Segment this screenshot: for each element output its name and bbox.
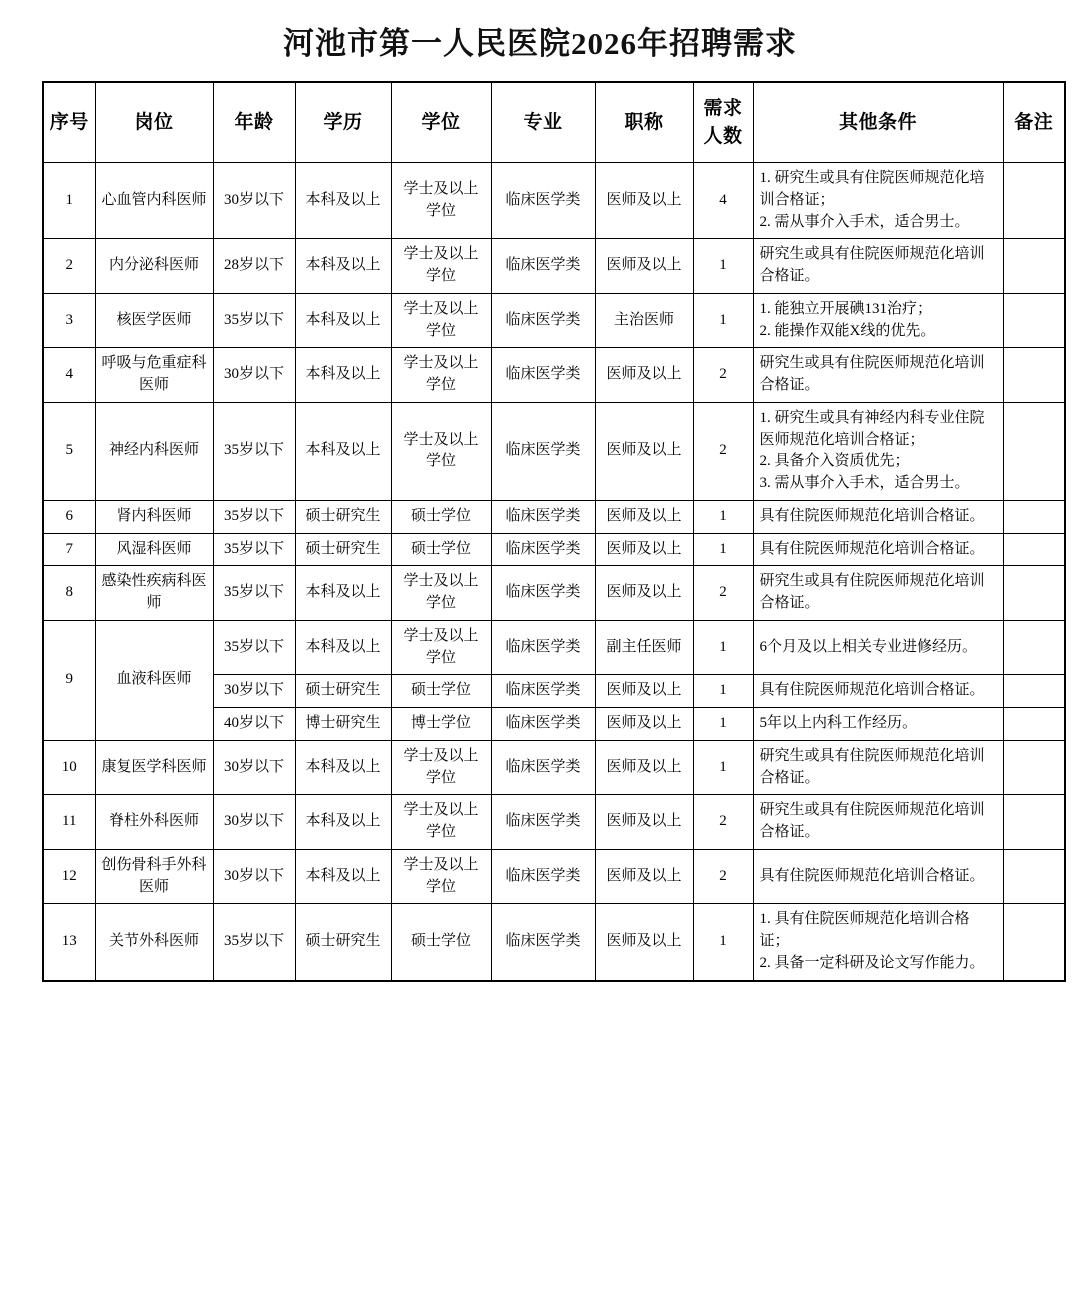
- column-header-headcount: 需求人数: [693, 82, 753, 163]
- other-condition-line: 研究生或具有住院医师规范化培训合格证。: [759, 747, 985, 786]
- cell-title: 医师及以上: [595, 402, 693, 500]
- cell-education: 本科及以上: [295, 348, 391, 403]
- cell-major: 临床医学类: [491, 348, 595, 403]
- cell-other-conditions: [753, 348, 1003, 403]
- cell-age: 30岁以下: [213, 740, 295, 795]
- table-row: [43, 293, 1065, 348]
- table-row: [43, 402, 1065, 500]
- cell-note: [1003, 239, 1065, 294]
- cell-headcount: 2: [693, 402, 753, 500]
- cell-degree: 博士学位: [391, 708, 491, 741]
- cell-age: 30岁以下: [213, 849, 295, 904]
- cell-seq: 7: [43, 533, 95, 566]
- cell-degree: 硕士学位: [391, 904, 491, 981]
- cell-major: 临床医学类: [491, 500, 595, 533]
- cell-education: 本科及以上: [295, 566, 391, 621]
- cell-education: 本科及以上: [295, 620, 391, 675]
- table-row: [43, 500, 1065, 533]
- cell-age: 40岁以下: [213, 708, 295, 741]
- cell-post: 风湿科医师: [95, 533, 213, 566]
- other-condition-line: 2. 能操作双能X线的优先。: [759, 322, 936, 339]
- cell-education: 本科及以上: [295, 163, 391, 239]
- table-container: [0, 81, 1080, 1002]
- cell-note: [1003, 795, 1065, 850]
- cell-major: 临床医学类: [491, 620, 595, 675]
- column-header-education: 学历: [295, 82, 391, 163]
- cell-major: 临床医学类: [491, 904, 595, 981]
- cell-headcount: 1: [693, 740, 753, 795]
- cell-note: [1003, 675, 1065, 708]
- cell-seq: 8: [43, 566, 95, 621]
- column-header-major: 专业: [491, 82, 595, 163]
- table-header: [43, 82, 1065, 163]
- cell-degree: 学士及以上学位: [391, 293, 491, 348]
- cell-degree: 硕士学位: [391, 675, 491, 708]
- cell-degree: 学士及以上学位: [391, 566, 491, 621]
- other-condition-line: 研究生或具有住院医师规范化培训合格证。: [759, 355, 985, 394]
- cell-post: 内分泌科医师: [95, 239, 213, 294]
- cell-headcount: 1: [693, 293, 753, 348]
- cell-education: 本科及以上: [295, 740, 391, 795]
- cell-other-conditions: [753, 904, 1003, 981]
- other-condition-line: 2. 需从事介入手术，适合男士。: [759, 213, 970, 230]
- cell-note: [1003, 293, 1065, 348]
- cell-major: 临床医学类: [491, 795, 595, 850]
- cell-education: 本科及以上: [295, 795, 391, 850]
- cell-degree: 硕士学位: [391, 500, 491, 533]
- column-header-title: 职称: [595, 82, 693, 163]
- cell-degree: 学士及以上学位: [391, 795, 491, 850]
- cell-age: 35岁以下: [213, 533, 295, 566]
- table-row: [43, 566, 1065, 621]
- cell-major: 临床医学类: [491, 708, 595, 741]
- cell-degree: 学士及以上学位: [391, 740, 491, 795]
- cell-degree: 学士及以上学位: [391, 620, 491, 675]
- cell-education: 硕士研究生: [295, 904, 391, 981]
- cell-other-conditions: [753, 675, 1003, 708]
- cell-seq: 10: [43, 740, 95, 795]
- cell-title: 医师及以上: [595, 239, 693, 294]
- column-header-degree: 学位: [391, 82, 491, 163]
- cell-post: 呼吸与危重症科医师: [95, 348, 213, 403]
- other-condition-line: 1. 具有住院医师规范化培训合格证；: [759, 911, 970, 950]
- cell-age: 35岁以下: [213, 620, 295, 675]
- cell-age: 35岁以下: [213, 293, 295, 348]
- cell-major: 临床医学类: [491, 675, 595, 708]
- cell-degree: 学士及以上学位: [391, 402, 491, 500]
- cell-headcount: 1: [693, 500, 753, 533]
- cell-degree: 硕士学位: [391, 533, 491, 566]
- cell-other-conditions: [753, 163, 1003, 239]
- cell-post: 血液科医师: [95, 620, 213, 740]
- table-row: [43, 849, 1065, 904]
- cell-title: 副主任医师: [595, 620, 693, 675]
- cell-post: 心血管内科医师: [95, 163, 213, 239]
- cell-other-conditions: [753, 566, 1003, 621]
- cell-major: 临床医学类: [491, 293, 595, 348]
- cell-other-conditions: [753, 239, 1003, 294]
- cell-education: 本科及以上: [295, 293, 391, 348]
- cell-title: 主治医师: [595, 293, 693, 348]
- cell-age: 35岁以下: [213, 904, 295, 981]
- other-condition-line: 2. 具备一定科研及论文写作能力。: [759, 954, 985, 971]
- cell-education: 本科及以上: [295, 239, 391, 294]
- table-row: [43, 740, 1065, 795]
- recruitment-requirements-table: [42, 81, 1066, 982]
- cell-seq: 13: [43, 904, 95, 981]
- cell-degree: 学士及以上学位: [391, 849, 491, 904]
- cell-note: [1003, 708, 1065, 741]
- cell-age: 35岁以下: [213, 402, 295, 500]
- cell-major: 临床医学类: [491, 239, 595, 294]
- cell-note: [1003, 500, 1065, 533]
- other-condition-line: 研究生或具有住院医师规范化培训合格证。: [759, 802, 985, 841]
- cell-major: 临床医学类: [491, 849, 595, 904]
- cell-title: 医师及以上: [595, 795, 693, 850]
- cell-other-conditions: [753, 620, 1003, 675]
- cell-note: [1003, 620, 1065, 675]
- other-condition-line: 1. 能独立开展碘131治疗；: [759, 300, 933, 317]
- cell-degree: 学士及以上学位: [391, 239, 491, 294]
- table-row: [43, 620, 1065, 675]
- cell-note: [1003, 849, 1065, 904]
- cell-note: [1003, 904, 1065, 981]
- cell-title: 医师及以上: [595, 849, 693, 904]
- cell-major: 临床医学类: [491, 740, 595, 795]
- cell-title: 医师及以上: [595, 675, 693, 708]
- cell-education: 本科及以上: [295, 402, 391, 500]
- other-condition-line: 研究生或具有住院医师规范化培训合格证。: [759, 246, 985, 285]
- cell-major: 临床医学类: [491, 566, 595, 621]
- cell-post: 脊柱外科医师: [95, 795, 213, 850]
- table-row: [43, 795, 1065, 850]
- column-header-seq: 序号: [43, 82, 95, 163]
- table-row: [43, 348, 1065, 403]
- column-header-other-conditions: 其他条件: [753, 82, 1003, 163]
- other-condition-line: 具有住院医师规范化培训合格证。: [759, 867, 985, 884]
- cell-headcount: 1: [693, 533, 753, 566]
- cell-age: 35岁以下: [213, 500, 295, 533]
- other-condition-line: 1. 研究生或具有神经内科专业住院医师规范化培训合格证；: [759, 409, 985, 448]
- cell-title: 医师及以上: [595, 163, 693, 239]
- cell-major: 临床医学类: [491, 163, 595, 239]
- cell-seq: 11: [43, 795, 95, 850]
- cell-post: 核医学医师: [95, 293, 213, 348]
- column-header-note: 备注: [1003, 82, 1065, 163]
- cell-title: 医师及以上: [595, 740, 693, 795]
- other-condition-line: 5年以上内科工作经历。: [759, 715, 918, 732]
- cell-other-conditions: [753, 740, 1003, 795]
- table-row: [43, 163, 1065, 239]
- cell-age: 30岁以下: [213, 348, 295, 403]
- cell-title: 医师及以上: [595, 500, 693, 533]
- cell-education: 硕士研究生: [295, 500, 391, 533]
- cell-degree: 学士及以上学位: [391, 163, 491, 239]
- cell-post: 肾内科医师: [95, 500, 213, 533]
- cell-seq: 2: [43, 239, 95, 294]
- cell-education: 博士研究生: [295, 708, 391, 741]
- table-header-row: [43, 82, 1065, 163]
- cell-post: 神经内科医师: [95, 402, 213, 500]
- cell-age: 30岁以下: [213, 163, 295, 239]
- other-condition-line: 1. 研究生或具有住院医师规范化培训合格证；: [759, 170, 985, 208]
- cell-other-conditions: [753, 708, 1003, 741]
- cell-headcount: 1: [693, 675, 753, 708]
- cell-note: [1003, 566, 1065, 621]
- cell-post: 感染性疾病科医师: [95, 566, 213, 621]
- cell-headcount: 1: [693, 904, 753, 981]
- other-condition-line: 6个月及以上相关专业进修经历。: [759, 638, 978, 655]
- cell-other-conditions: [753, 293, 1003, 348]
- cell-education: 硕士研究生: [295, 533, 391, 566]
- cell-other-conditions: [753, 533, 1003, 566]
- cell-headcount: 2: [693, 348, 753, 403]
- cell-title: 医师及以上: [595, 566, 693, 621]
- other-condition-line: 具有住院医师规范化培训合格证。: [759, 540, 985, 557]
- cell-note: [1003, 402, 1065, 500]
- cell-education: 硕士研究生: [295, 675, 391, 708]
- cell-note: [1003, 740, 1065, 795]
- cell-headcount: 1: [693, 708, 753, 741]
- cell-major: 临床医学类: [491, 533, 595, 566]
- cell-seq: 4: [43, 348, 95, 403]
- other-condition-line: 2. 具备介入资质优先；: [759, 453, 910, 470]
- cell-education: 本科及以上: [295, 849, 391, 904]
- cell-headcount: 2: [693, 795, 753, 850]
- other-condition-line: 3. 需从事介入手术，适合男士。: [759, 475, 970, 492]
- cell-post: 康复医学科医师: [95, 740, 213, 795]
- cell-age: 35岁以下: [213, 566, 295, 621]
- cell-note: [1003, 533, 1065, 566]
- column-header-post: 岗位: [95, 82, 213, 163]
- cell-age: 30岁以下: [213, 795, 295, 850]
- cell-seq: 5: [43, 402, 95, 500]
- cell-age: 28岁以下: [213, 239, 295, 294]
- cell-other-conditions: [753, 402, 1003, 500]
- cell-title: 医师及以上: [595, 533, 693, 566]
- cell-seq: 3: [43, 293, 95, 348]
- column-header-age: 年龄: [213, 82, 295, 163]
- cell-headcount: 1: [693, 239, 753, 294]
- cell-age: 30岁以下: [213, 675, 295, 708]
- page-title: 河池市第一人民医院2026年招聘需求: [283, 26, 797, 61]
- cell-title: 医师及以上: [595, 708, 693, 741]
- cell-other-conditions: [753, 795, 1003, 850]
- cell-degree: 学士及以上学位: [391, 348, 491, 403]
- table-row: [43, 904, 1065, 981]
- other-condition-line: 具有住院医师规范化培训合格证。: [759, 507, 985, 524]
- cell-headcount: 1: [693, 620, 753, 675]
- cell-post: 关节外科医师: [95, 904, 213, 981]
- cell-other-conditions: [753, 849, 1003, 904]
- cell-headcount: 4: [693, 163, 753, 239]
- cell-major: 临床医学类: [491, 402, 595, 500]
- table-row: [43, 239, 1065, 294]
- other-condition-line: 具有住院医师规范化培训合格证。: [759, 682, 985, 699]
- cell-seq: 1: [43, 163, 95, 239]
- table-body: [43, 163, 1065, 981]
- cell-title: 医师及以上: [595, 348, 693, 403]
- table-row: [43, 533, 1065, 566]
- cell-note: [1003, 348, 1065, 403]
- other-condition-line: 研究生或具有住院医师规范化培训合格证。: [759, 573, 985, 612]
- cell-headcount: 2: [693, 566, 753, 621]
- cell-seq: 9: [43, 620, 95, 740]
- cell-seq: 12: [43, 849, 95, 904]
- cell-headcount: 2: [693, 849, 753, 904]
- cell-post: 创伤骨科手外科医师: [95, 849, 213, 904]
- cell-note: [1003, 163, 1065, 239]
- cell-seq: 6: [43, 500, 95, 533]
- cell-other-conditions: [753, 500, 1003, 533]
- cell-title: 医师及以上: [595, 904, 693, 981]
